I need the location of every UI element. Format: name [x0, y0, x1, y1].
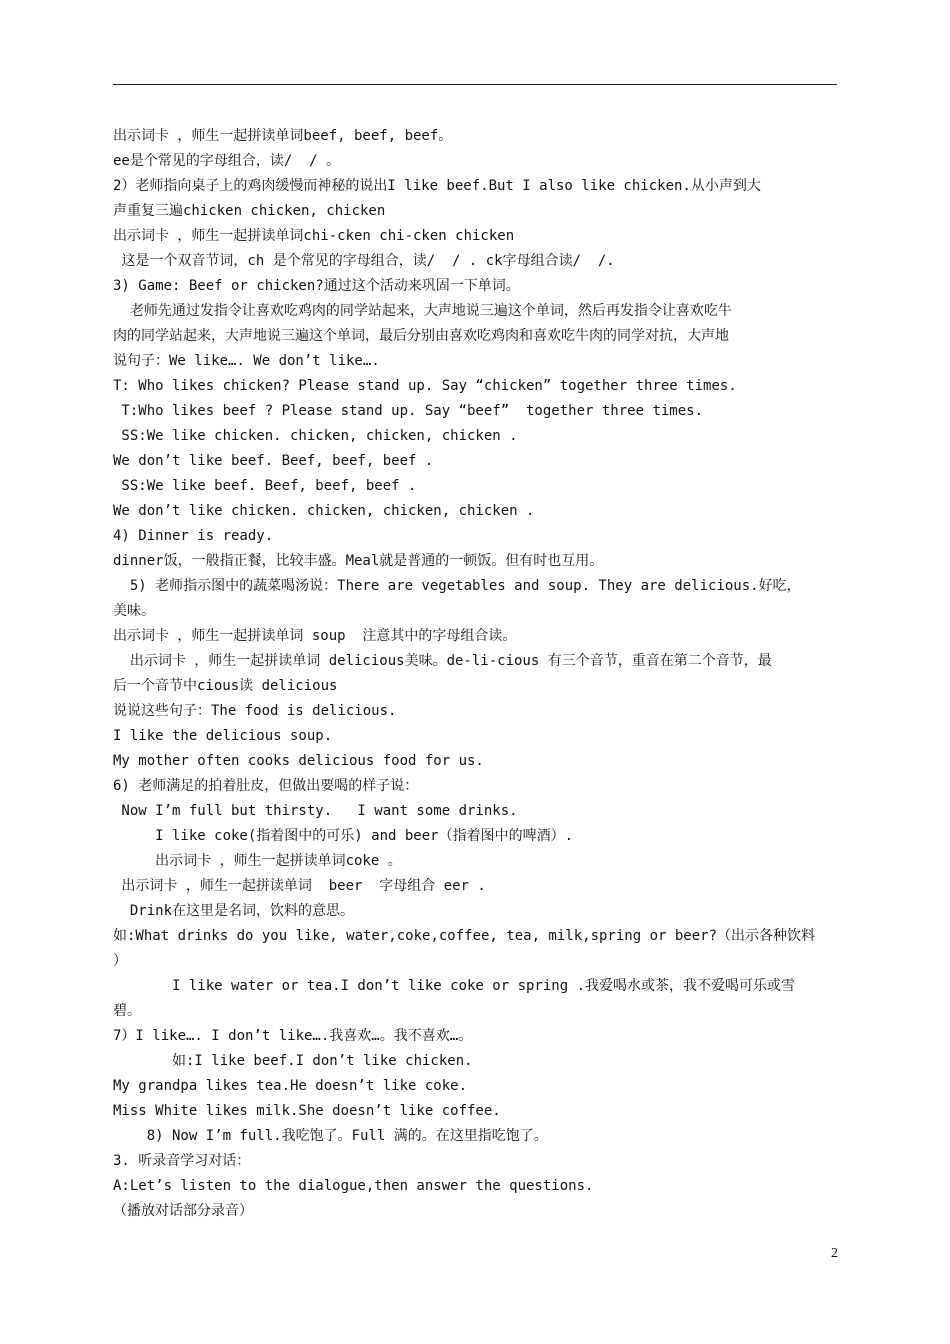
text-line: 后一个音节中cious读 delicious [113, 678, 338, 694]
text-line: I like coke(指着图中的可乐) and beer（指着图中的啤酒）. [113, 828, 574, 844]
text-line: SS:We like beef. Beef, beef, beef . [113, 478, 417, 494]
text-line: 美味。 [113, 603, 155, 619]
text-line: T:Who likes beef ? Please stand up. Say “beef” together three times. [113, 403, 704, 419]
text-line: 如:What drinks do you like, water,coke,coffee, tea, milk,spring or beer?（出示各种饮料 [113, 928, 816, 944]
text-line: 出示词卡 ，师生一起拼读单词chi-cken chi-cken chicken [113, 228, 515, 244]
text-line: 3) Game: Beef or chicken?通过这个活动来巩固一下单词。 [113, 278, 520, 294]
text-line: SS:We like chicken. chicken, chicken, chicken . [113, 428, 518, 444]
text-line: 说句子：We like…. We don’t like…. [113, 353, 380, 369]
text-line: 说说这些句子：The food is delicious. [113, 703, 397, 719]
text-line: T: Who likes chicken? Please stand up. Say “chicken” together three times. [113, 378, 737, 394]
text-line: 这是一个双音节词，ch 是个常见的字母组合，读/ / . ck字母组合读/ /. [113, 253, 615, 269]
text-line: 8) Now I’m full.我吃饱了。Full 满的。在这里指吃饱了。 [113, 1128, 548, 1144]
text-line: I like water or tea.I don’t like coke or spring .我爱喝水或茶，我不爱喝可乐或雪 [113, 978, 796, 994]
text-line: 7）I like…. I don’t like….我喜欢…。我不喜欢…。 [113, 1028, 473, 1044]
text-line: We don’t like chicken. chicken, chicken, chicken . [113, 503, 535, 519]
text-line: I like the delicious soup. [113, 728, 333, 744]
text-line: Now I’m full but thirsty. I want some drinks. [113, 803, 518, 819]
text-line: 4) Dinner is ready. [113, 528, 274, 544]
document-body [113, 124, 839, 1224]
text-line: 出示词卡 ，师生一起拼读单词 beer 字母组合 eer . [113, 878, 486, 894]
page-number: 2 [831, 1246, 838, 1261]
text-line: Drink在这里是名词，饮料的意思。 [113, 903, 355, 919]
text-line: 出示词卡 ，师生一起拼读单词coke 。 [113, 853, 402, 869]
text-line: 出示词卡 ，师生一起拼读单词 delicious美味。de-li-cious 有三个音节，重音在第二个音节，最 [113, 653, 772, 669]
text-line: 5) 老师指示图中的蔬菜喝汤说：There are vegetables and soup. They are delicious.好吃， [113, 578, 801, 594]
text-line: 6) 老师满足的拍着肚皮，但做出要喝的样子说： [113, 778, 419, 794]
text-line: ee是个常见的字母组合，读/ / 。 [113, 153, 341, 169]
text-line: A:Let’s listen to the dialogue,then answer the questions. [113, 1178, 594, 1194]
text-line: 出示词卡 ，师生一起拼读单词 soup 注意其中的字母组合读。 [113, 628, 517, 644]
text-line: ） [113, 953, 127, 969]
text-line: 肉的同学站起来，大声地说三遍这个单词，最后分别由喜欢吃鸡肉和喜欢吃牛肉的同学对抗，大声地 [113, 328, 729, 344]
text-line: My grandpa likes tea.He doesn’t like coke. [113, 1078, 468, 1094]
text-line: 碧。 [113, 1003, 141, 1019]
text-line: （播放对话部分录音） [113, 1203, 253, 1219]
text-line: Miss White likes milk.She doesn’t like coffee. [113, 1103, 501, 1119]
text-line: My mother often cooks delicious food for us. [113, 753, 484, 769]
text-line: dinner饭，一般指正餐，比较丰盛。Meal就是普通的一顿饭。但有时也互用。 [113, 553, 604, 569]
text-line: We don’t like beef. Beef, beef, beef . [113, 453, 434, 469]
text-line: 3. 听录音学习对话： [113, 1153, 251, 1169]
text-line: 出示词卡 ，师生一起拼读单词beef, beef, beef。 [113, 128, 453, 144]
text-line: 2）老师指向桌子上的鸡肉缓慢而神秘的说出I like beef.But I also like chicken.从小声到大 [113, 178, 761, 194]
text-line: 如:I like beef.I don’t like chicken. [113, 1053, 473, 1069]
header-rule [113, 84, 837, 85]
text-line: 老师先通过发指令让喜欢吃鸡肉的同学站起来，大声地说三遍这个单词，然后再发指令让喜欢吃牛 [113, 303, 732, 319]
text-line: 声重复三遍chicken chicken, chicken [113, 203, 386, 219]
